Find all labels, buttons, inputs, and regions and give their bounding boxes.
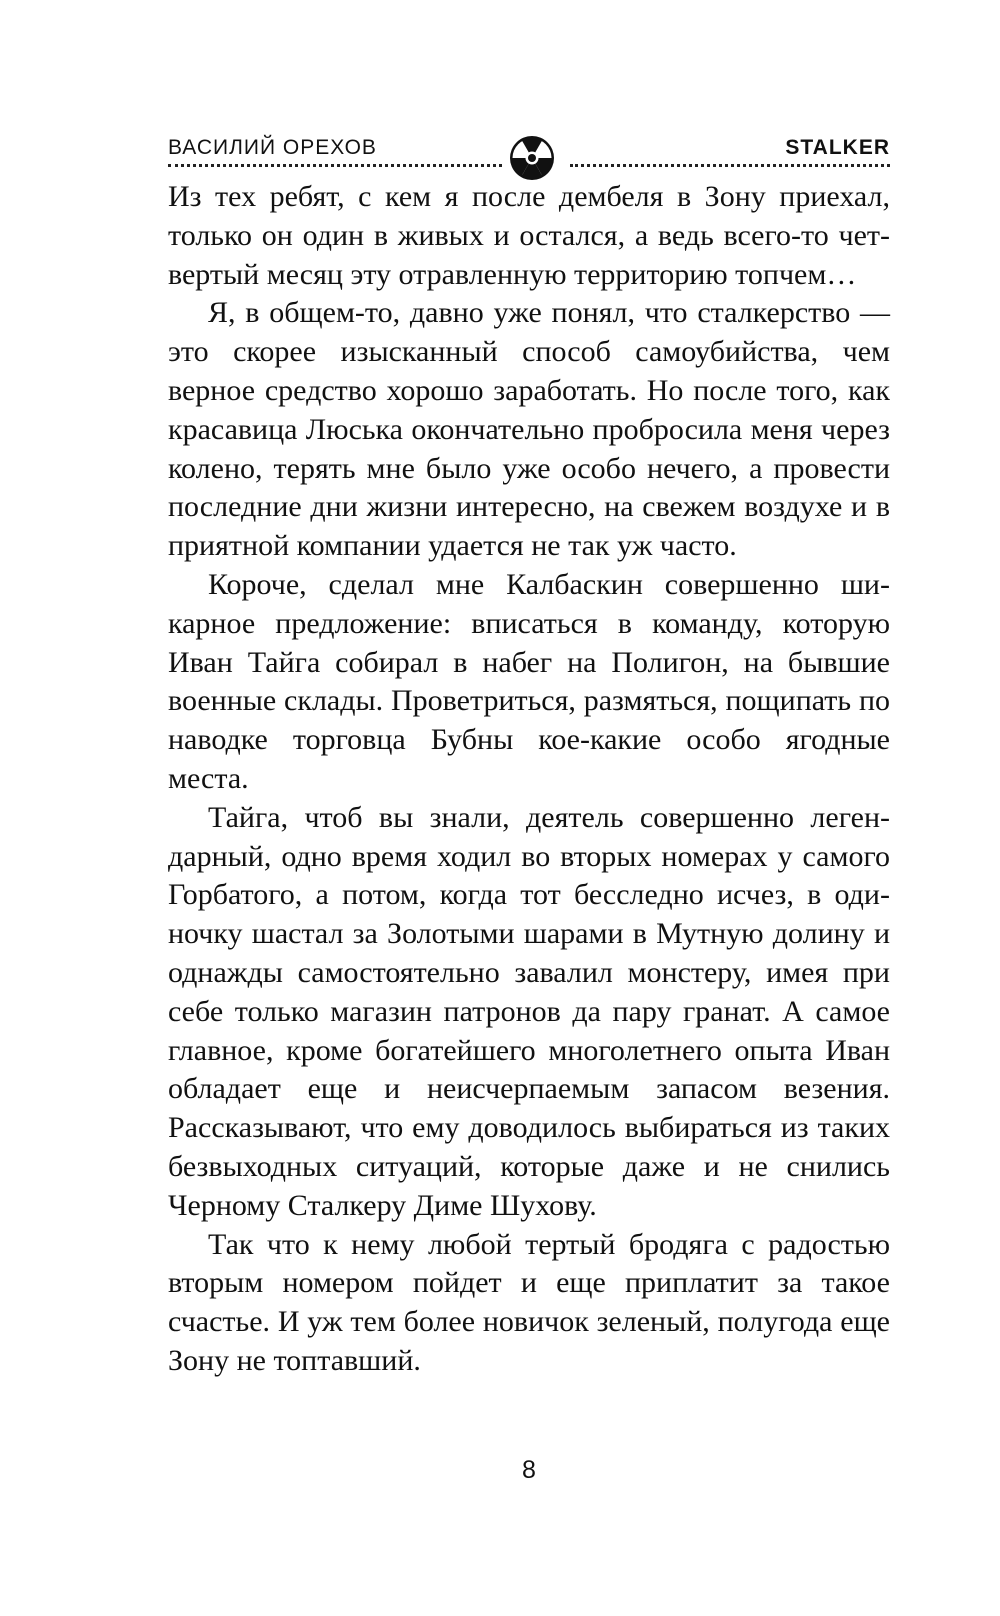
paragraph: Я, в общем-то, давно уже понял, что сталкерство — это скорее изысканный способ самоубийства, чем верное средство хорошо заработать. Но после того, как красавица Люська окончательно пробросила меня через колено, терять мне было уже особо нечего, а провести последние дни жизни интересно, на свежем воздухе и в приятной компании удается не так уж часто. bbox=[168, 296, 890, 563]
header-dotted-rule-left bbox=[168, 164, 502, 167]
running-head bbox=[168, 128, 890, 178]
paragraph: Так что к нему любой тертый бродяга с радостью вторым номером пойдет и еще приплатит за такое счастье. И уж тем более новичок зеленый, полугода еще Зону не топтавший. bbox=[168, 1227, 890, 1377]
paragraph: Из тех ребят, с кем я после дембеля в Зону приехал, только он один в живых и остался, а ведь всего-то четвертый месяц эту отравленную территорию топчем… bbox=[168, 180, 890, 291]
body-text bbox=[168, 178, 890, 1381]
page-number: 8 bbox=[522, 1456, 536, 1484]
header-author: ВАСИЛИЙ ОРЕХОВ bbox=[168, 136, 377, 159]
paragraph: Короче, сделал мне Калбаскин совершенно шикарное предложение: вписаться в команду, которую Иван Тайга собирал в набег на Полигон, на бывшие военные склады. Проветриться, размяться, пощипать по наводке торговца Бубны кое-какие особо ягодные места. bbox=[168, 567, 890, 795]
radiation-symbol-icon bbox=[508, 134, 556, 182]
header-series: STALKER bbox=[785, 136, 890, 159]
header-dotted-rule-right bbox=[570, 164, 890, 167]
paragraph: Тайга, чтоб вы знали, деятель совершенно легендарный, одно время ходил во вторых номерах у самого Горбатого, а потом, когда тот бесследно исчез, в одиночку шастал за Золотыми шарами в Мутную долину и однажды самостоятельно завалил монстеру, имея при себе только магазин патронов да пару гранат. А самое главное, кроме богатейшего многолетнего опыта Иван обладает еще и неисчерпаемым запасом везения. Рассказывают, что ему доводилось выбираться из таких безвыходных ситуаций, которые даже и не снились Черному Сталкеру Диме Шухову. bbox=[168, 800, 890, 1222]
